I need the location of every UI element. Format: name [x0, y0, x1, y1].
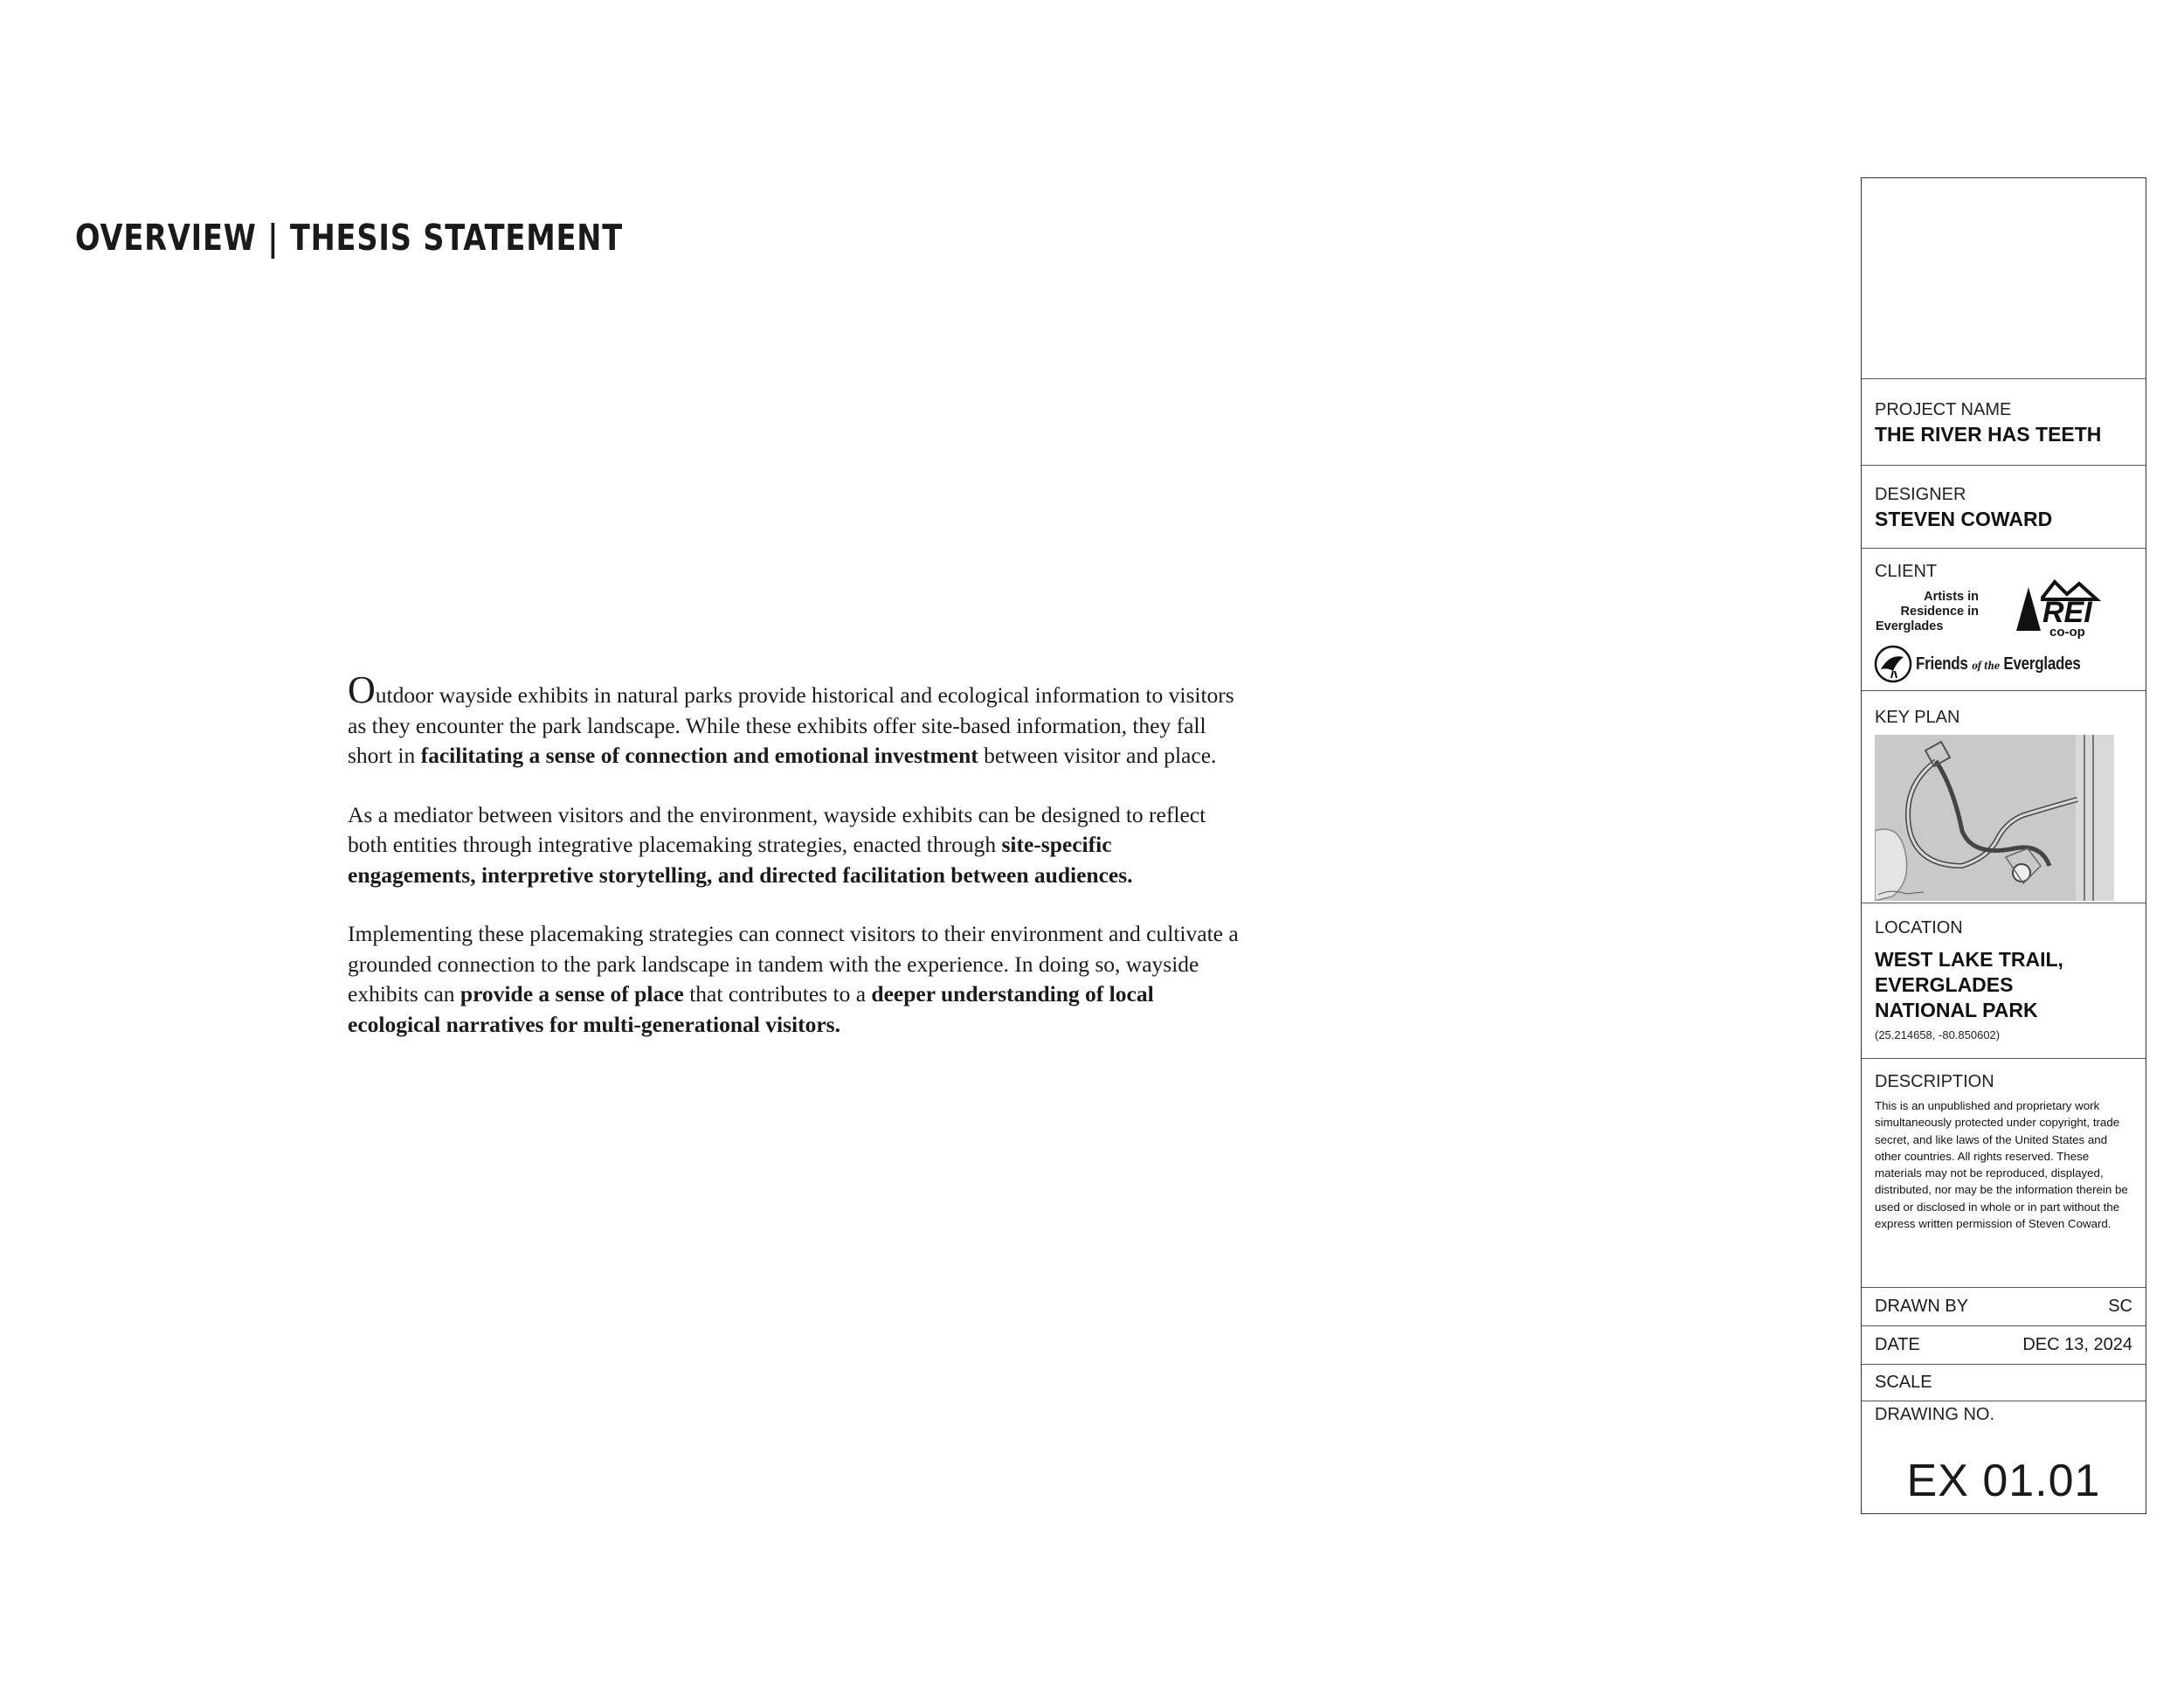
- paragraph-emphasis: facilitating a sense of connection and emotional investment: [420, 743, 978, 768]
- thesis-paragraph-1: [348, 668, 1239, 771]
- project-name-value: THE RIVER HAS TEETH: [1875, 423, 2102, 446]
- scale-label: SCALE: [1875, 1372, 1932, 1392]
- project-name-cell: [1862, 379, 2146, 466]
- logo-text: Everglades: [1876, 619, 1944, 633]
- designer-cell: [1862, 466, 2146, 549]
- date-value: DEC 13, 2024: [2022, 1334, 2132, 1354]
- paragraph-text: Implementing these placemaking strategies can connect visitors to their environment and cultivate a grounded connection to the park landscape in tandem with the experience. In doing so, wayside exhibits can: [348, 921, 1239, 1007]
- date-cell: [1862, 1326, 2146, 1365]
- description-label: DESCRIPTION: [1875, 1072, 1994, 1091]
- paragraph-emphasis: site-specific engagements, interpretive storytelling, and directed facilitation between audiences.: [348, 832, 1133, 888]
- page-title: OVERVIEW | THESIS STATEMENT: [75, 217, 623, 259]
- heron-emblem-icon: [1874, 645, 1912, 683]
- paragraph-text: utdoor wayside exhibits in natural parks provide historical and ecological information to visitors as they encounter the park landscape. While these exhibits offer site-based information, they fall short in: [348, 682, 1234, 768]
- drawn-by-value: SC: [2108, 1296, 2132, 1316]
- rei-wordmark: REI: [2042, 596, 2092, 629]
- title-block: [1861, 177, 2146, 1514]
- drawing-number-cell: [1862, 1401, 2146, 1513]
- thesis-paragraph-3: [348, 919, 1239, 1040]
- client-cell: [1862, 549, 2146, 691]
- paragraph-emphasis: provide a sense of place: [460, 981, 684, 1007]
- logo-text: Friends: [1916, 654, 1973, 674]
- scale-cell: [1862, 1365, 2146, 1401]
- logo-text: Residence in: [1900, 605, 1979, 619]
- designer-label: DESIGNER: [1875, 485, 1966, 504]
- key-plan-map: [1875, 735, 2114, 901]
- logo-text: of the: [1972, 659, 2000, 672]
- client-label: CLIENT: [1875, 562, 1938, 581]
- key-plan-label: KEY PLAN: [1875, 708, 1960, 727]
- rei-coop-logo: [2013, 578, 2109, 641]
- key-plan-cell: [1862, 691, 2146, 903]
- thesis-paragraph-2: [348, 800, 1239, 891]
- paragraph-text: As a mediator between visitors and the environment, wayside exhibits can be designed to reflect both entities through integrative placemaking strategies, enacted through: [348, 801, 1206, 857]
- location-cell: [1862, 903, 2146, 1059]
- title-block-blank: [1862, 178, 2146, 379]
- logo-text: Artists in: [1924, 590, 1979, 604]
- drawing-no-label: DRAWING NO.: [1875, 1405, 1995, 1424]
- date-label: DATE: [1875, 1334, 1920, 1354]
- friends-wordmark: [1916, 654, 2081, 675]
- paragraph-text: between visitor and place.: [978, 743, 1217, 768]
- paragraph-text: that contributes to a: [683, 981, 872, 1007]
- location-line: EVERGLADES: [1875, 973, 2014, 996]
- project-name-label: PROJECT NAME: [1875, 400, 2012, 419]
- friends-of-everglades-logo: [1874, 645, 2110, 683]
- drop-cap: O: [348, 668, 376, 711]
- location-label: LOCATION: [1875, 918, 1963, 937]
- description-cell: [1862, 1059, 2146, 1288]
- location-line: WEST LAKE TRAIL,: [1875, 948, 2063, 971]
- drawn-by-label: DRAWN BY: [1875, 1296, 1969, 1316]
- rei-subword: co-op: [2049, 625, 2085, 640]
- location-value: [1875, 947, 2132, 1023]
- thesis-statement: [348, 668, 1239, 1069]
- drawn-by-cell: [1862, 1288, 2146, 1326]
- designer-value: STEVEN COWARD: [1875, 508, 2053, 530]
- logo-text: Everglades: [1999, 654, 2081, 674]
- location-line: NATIONAL PARK: [1875, 999, 2038, 1021]
- description-text: This is an unpublished and proprietary work simultaneously protected under copyright, trade secret, and like laws of the United States and other countries. All rights reserved. These materials may not be reproduced, displayed, distributed, nor may be the information therein be used or disclosed in whole or in part without the express written permission of Steven Coward.: [1875, 1099, 2128, 1231]
- artists-in-residence-logo: [1876, 590, 1979, 634]
- drawing-number: EX 01.01: [1906, 1456, 2101, 1506]
- coordinates: (25.214658, -80.850602): [1875, 1028, 2001, 1041]
- paragraph-emphasis: deeper understanding of local ecological narratives for multi-generational visitors.: [348, 981, 1154, 1037]
